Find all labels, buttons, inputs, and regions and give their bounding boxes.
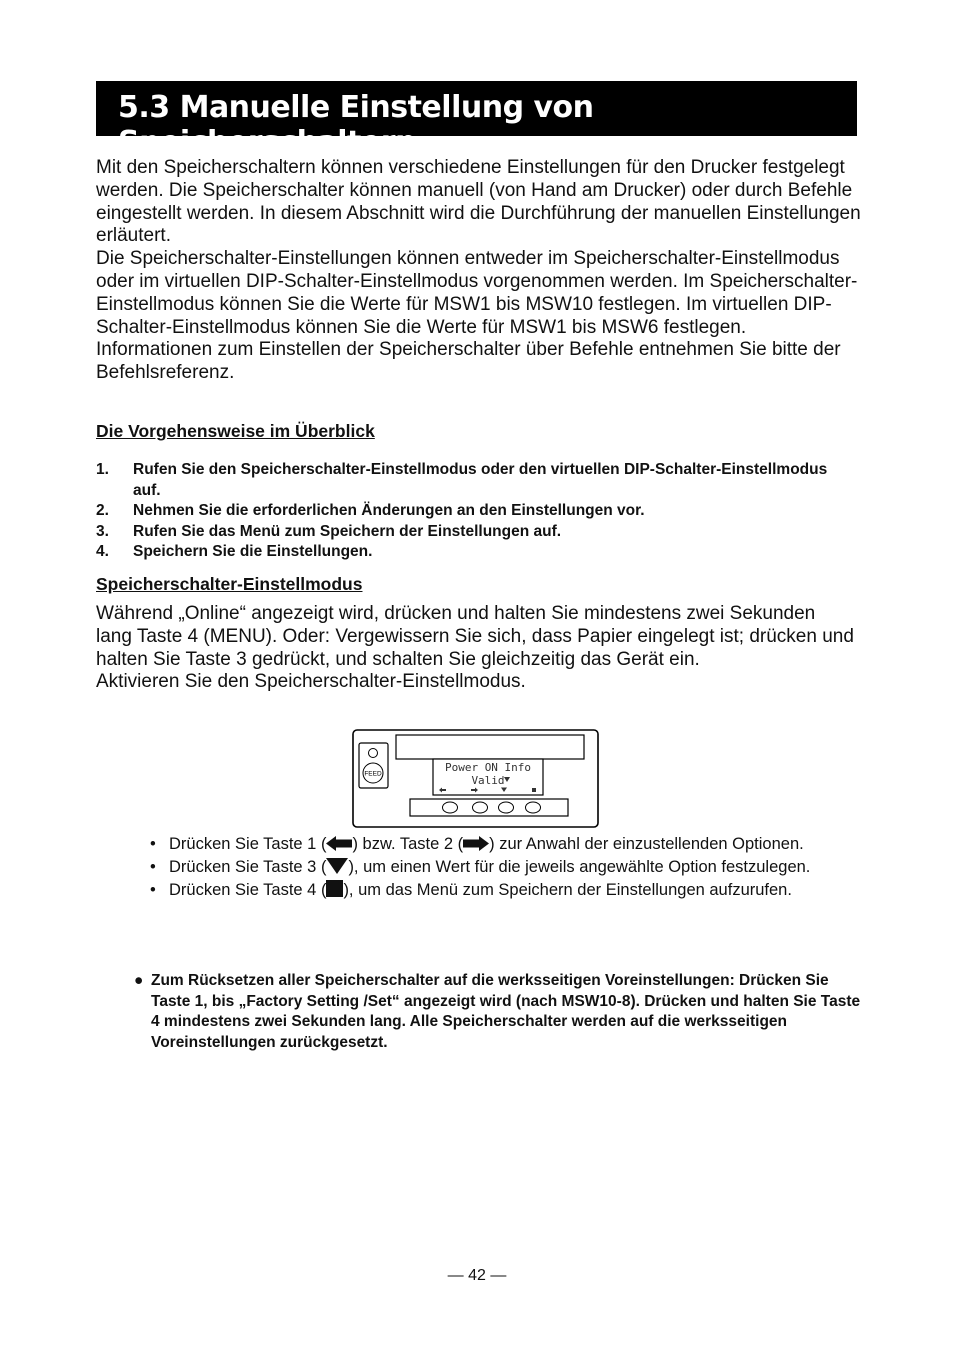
key-3-button [499, 802, 514, 813]
key-instruction-item [150, 833, 850, 856]
step-text: Nehmen Sie die erforderlichen Änderungen an den Einstellungen vor. [133, 502, 645, 519]
step-item [96, 501, 856, 522]
step-item [96, 460, 856, 501]
bullet-text: ), um einen Wert für die jeweils angewählte Option festzulegen. [348, 858, 811, 876]
intro-paragraph: Informationen zum Einstellen der Speicherschalter über Befehle entnehmen Sie bitte der Befehlsreferenz. [96, 339, 841, 384]
mode-text [96, 603, 856, 694]
lcd-square-icon [532, 788, 536, 792]
step-number: 2. [96, 502, 109, 519]
panel-top-slot [396, 735, 584, 759]
mode-paragraph: Während „Online“ angezeigt wird, drücken und halten Sie mindestens zwei Sekunden lang Taste 4 (MENU). Oder: Vergewissern Sie sich, dass Papier eingelegt ist; drücken und halten Sie Taste 3 gedrückt, und schalten Sie gleichzeitig das Gerät ein. [96, 603, 854, 670]
key-instructions-list [150, 833, 850, 902]
section-banner [96, 81, 857, 160]
bullet-text: Drücken Sie Taste 4 ( [169, 881, 327, 899]
bullet-text: Drücken Sie Taste 3 ( [169, 858, 327, 876]
right-arrow-icon [463, 836, 489, 851]
bullet-dot: • [150, 881, 156, 899]
printer-panel-illustration [352, 729, 600, 829]
section-title: 5.3 Manuelle Einstellung von Speicherschaltern [118, 90, 594, 160]
page-number: — 42 — [447, 1267, 507, 1284]
step-number: 4. [96, 543, 109, 560]
lcd-line-2: Valid [471, 774, 505, 787]
down-triangle-icon [326, 858, 348, 874]
intro-paragraph: Mit den Speicherschaltern können verschiedene Einstellungen für den Drucker festgelegt werden. Die Speicherschalter können manuell (von Hand am Drucker) oder durch Befehle eingestellt werden. In diesem Abschnitt wird die Durchführung der manuellen Einstellungen erläutert. [96, 157, 861, 247]
bullet-text: ) zur Anwahl der einzustellenden Optionen. [489, 835, 804, 853]
step-text: Rufen Sie den Speicherschalter-Einstellmodus oder den virtuellen DIP-Schalter-Einstellmodus auf. [133, 461, 828, 499]
note-bullet-icon: ● [134, 972, 144, 989]
step-text: Speichern Sie die Einstellungen. [133, 543, 373, 560]
feed-label: FEED [364, 770, 382, 778]
overview-heading: Die Vorgehensweise im Überblick [96, 421, 375, 441]
steps-list [96, 460, 856, 563]
step-number: 3. [96, 522, 109, 540]
feed-led-icon [369, 749, 378, 758]
reset-note [134, 971, 864, 1053]
square-icon [326, 880, 343, 897]
mode-paragraph: Aktivieren Sie den Speicherschalter-Einstellmodus. [96, 671, 526, 693]
left-arrow-icon [326, 836, 352, 851]
key-instruction-item [150, 879, 850, 902]
step-item [96, 542, 856, 563]
key-strip [410, 799, 568, 816]
bullet-dot: • [150, 835, 156, 853]
lcd-line-1: Power ON Info [444, 761, 532, 774]
key-1-button [443, 802, 458, 813]
key-instruction-item [150, 856, 850, 879]
bullet-dot: • [150, 858, 156, 876]
bullet-text: ), um das Menü zum Speichern der Einstellungen aufzurufen. [343, 881, 792, 899]
intro-text [96, 157, 866, 385]
bullet-text: ) bzw. Taste 2 ( [352, 835, 464, 853]
mode-heading: Speicherschalter-Einstellmodus [96, 574, 363, 594]
key-4-button [526, 802, 541, 813]
step-text: Rufen Sie das Menü zum Speichern der Einstellungen auf. [133, 522, 562, 540]
intro-paragraph: Die Speicherschalter-Einstellungen können entweder im Speicherschalter-Einstellmodus oder im virtuellen DIP-Schalter-Einstellmodus vorgenommen werden. Im Speicherschalter-Einstellmodus können Sie die Werte für MSW1 bis MSW10 festlegen. Im virtuellen DIP-Schalter-Einstellmodus können Sie die Werte für MSW1 bis MSW6 festlegen. [96, 248, 858, 338]
key-2-button [473, 802, 488, 813]
step-item [96, 522, 856, 543]
note-text: Zum Rücksetzen aller Speicherschalter auf die werksseitigen Voreinstellungen: Drücken Sie Taste 1, bis „Factory Setting /Set“ angezeigt wird (nach MSW10-8). Drücken und halten Sie Taste 4 mindestens zwei Sekunden lang. Alle Speicherschalter werden auf die werksseitigen Voreinstellungen zurückgesetzt. [151, 972, 861, 1051]
bullet-text: Drücken Sie Taste 1 ( [169, 835, 327, 853]
step-number: 1. [96, 461, 109, 478]
